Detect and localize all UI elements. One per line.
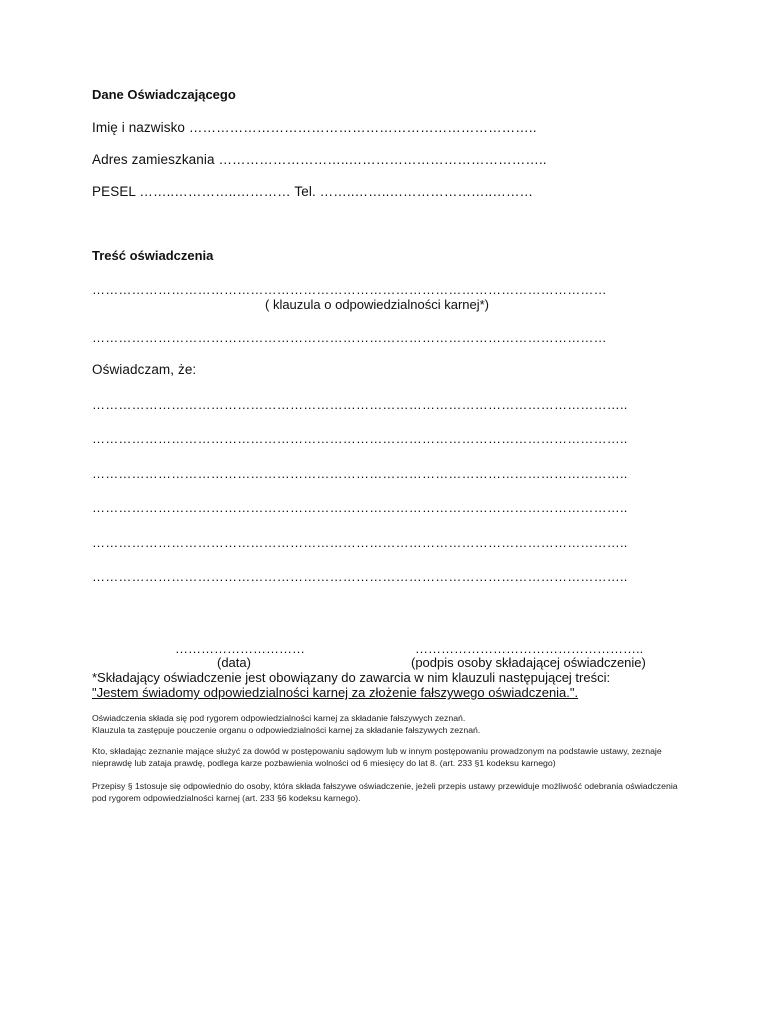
- small-print-paragraph-3: Kto, składając zeznanie mające służyć za dowód w postępowaniu sądowym lub w innym postępowaniu prowadzonym na podstawie ustawy, zeznaje nieprawdę lub zataja prawdę, podlega karze pozbawienia wolności od 6 miesięcy do lat 8. (art. 233 §1 kodeksu karnego): [92, 746, 662, 768]
- declaration-line: …………………………………………………………………………………………………………..: [92, 397, 628, 412]
- content-section-title: Treść oświadczenia: [92, 248, 214, 263]
- declare-label: Oświadczam, że:: [92, 362, 197, 377]
- declaration-line: …………………………………………………………………………………………………………..: [92, 431, 628, 446]
- date-label: (data): [217, 655, 251, 670]
- clause-label: ( klauzula o odpowiedzialności karnej*): [265, 297, 490, 312]
- pesel-phone-field: PESEL ……..…………..………… Tel. ……..……..…………………..………: [92, 184, 534, 199]
- declaration-line: …………………………………………………………………………………………………………..: [92, 569, 628, 584]
- clause-dotted-line-1: ………………………………………………………………………………………………………: [92, 282, 607, 297]
- signature-label: (podpis osoby składającej oświadczenie): [411, 655, 646, 670]
- declarant-section-title: Dane Oświadczającego: [92, 87, 236, 102]
- small-print-paragraph-2: Klauzula ta zastępuje pouczenie organu o odpowiedzialności karnej za składanie fałszywych zeznań.: [92, 725, 481, 735]
- date-dotted-line: …………………………: [175, 641, 305, 656]
- small-print-paragraph-1: Oświadczenia składa się pod rygorem odpowiedzialności karnej za składanie fałszywych zeznań.: [92, 713, 466, 723]
- address-field: Adres zamieszkania ………………………..……………………………………..: [92, 152, 547, 167]
- small-print-paragraph-4: Przepisy § 1stosuje się odpowiednio do osoby, która składa fałszywe oświadczenie, jeżeli przepis ustawy przewiduje możliwość odebrania oświadczenia pod rygorem odpowiedzialności karnej (art. 233 §6 kodeksu karnego).: [92, 781, 678, 803]
- declaration-line: …………………………………………………………………………………………………………..: [92, 466, 628, 481]
- declaration-line: …………………………………………………………………………………………………………..: [92, 535, 628, 550]
- declaration-line: …………………………………………………………………………………………………………..: [92, 500, 628, 515]
- name-field: Imię i nazwisko …………………………………………………………………..: [92, 120, 537, 135]
- clause-dotted-line-2: ………………………………………………………………………………………………………: [92, 330, 607, 345]
- footnote-text: *Składający oświadczenie jest obowiązany do zawarcia w nim klauzuli następującej treści:: [92, 670, 611, 685]
- footnote-clause-quote: "Jestem świadomy odpowiedzialności karnej za złożenie fałszywego oświadczenia.".: [92, 685, 579, 700]
- signature-dotted-line: ……………………………………………..: [415, 641, 644, 656]
